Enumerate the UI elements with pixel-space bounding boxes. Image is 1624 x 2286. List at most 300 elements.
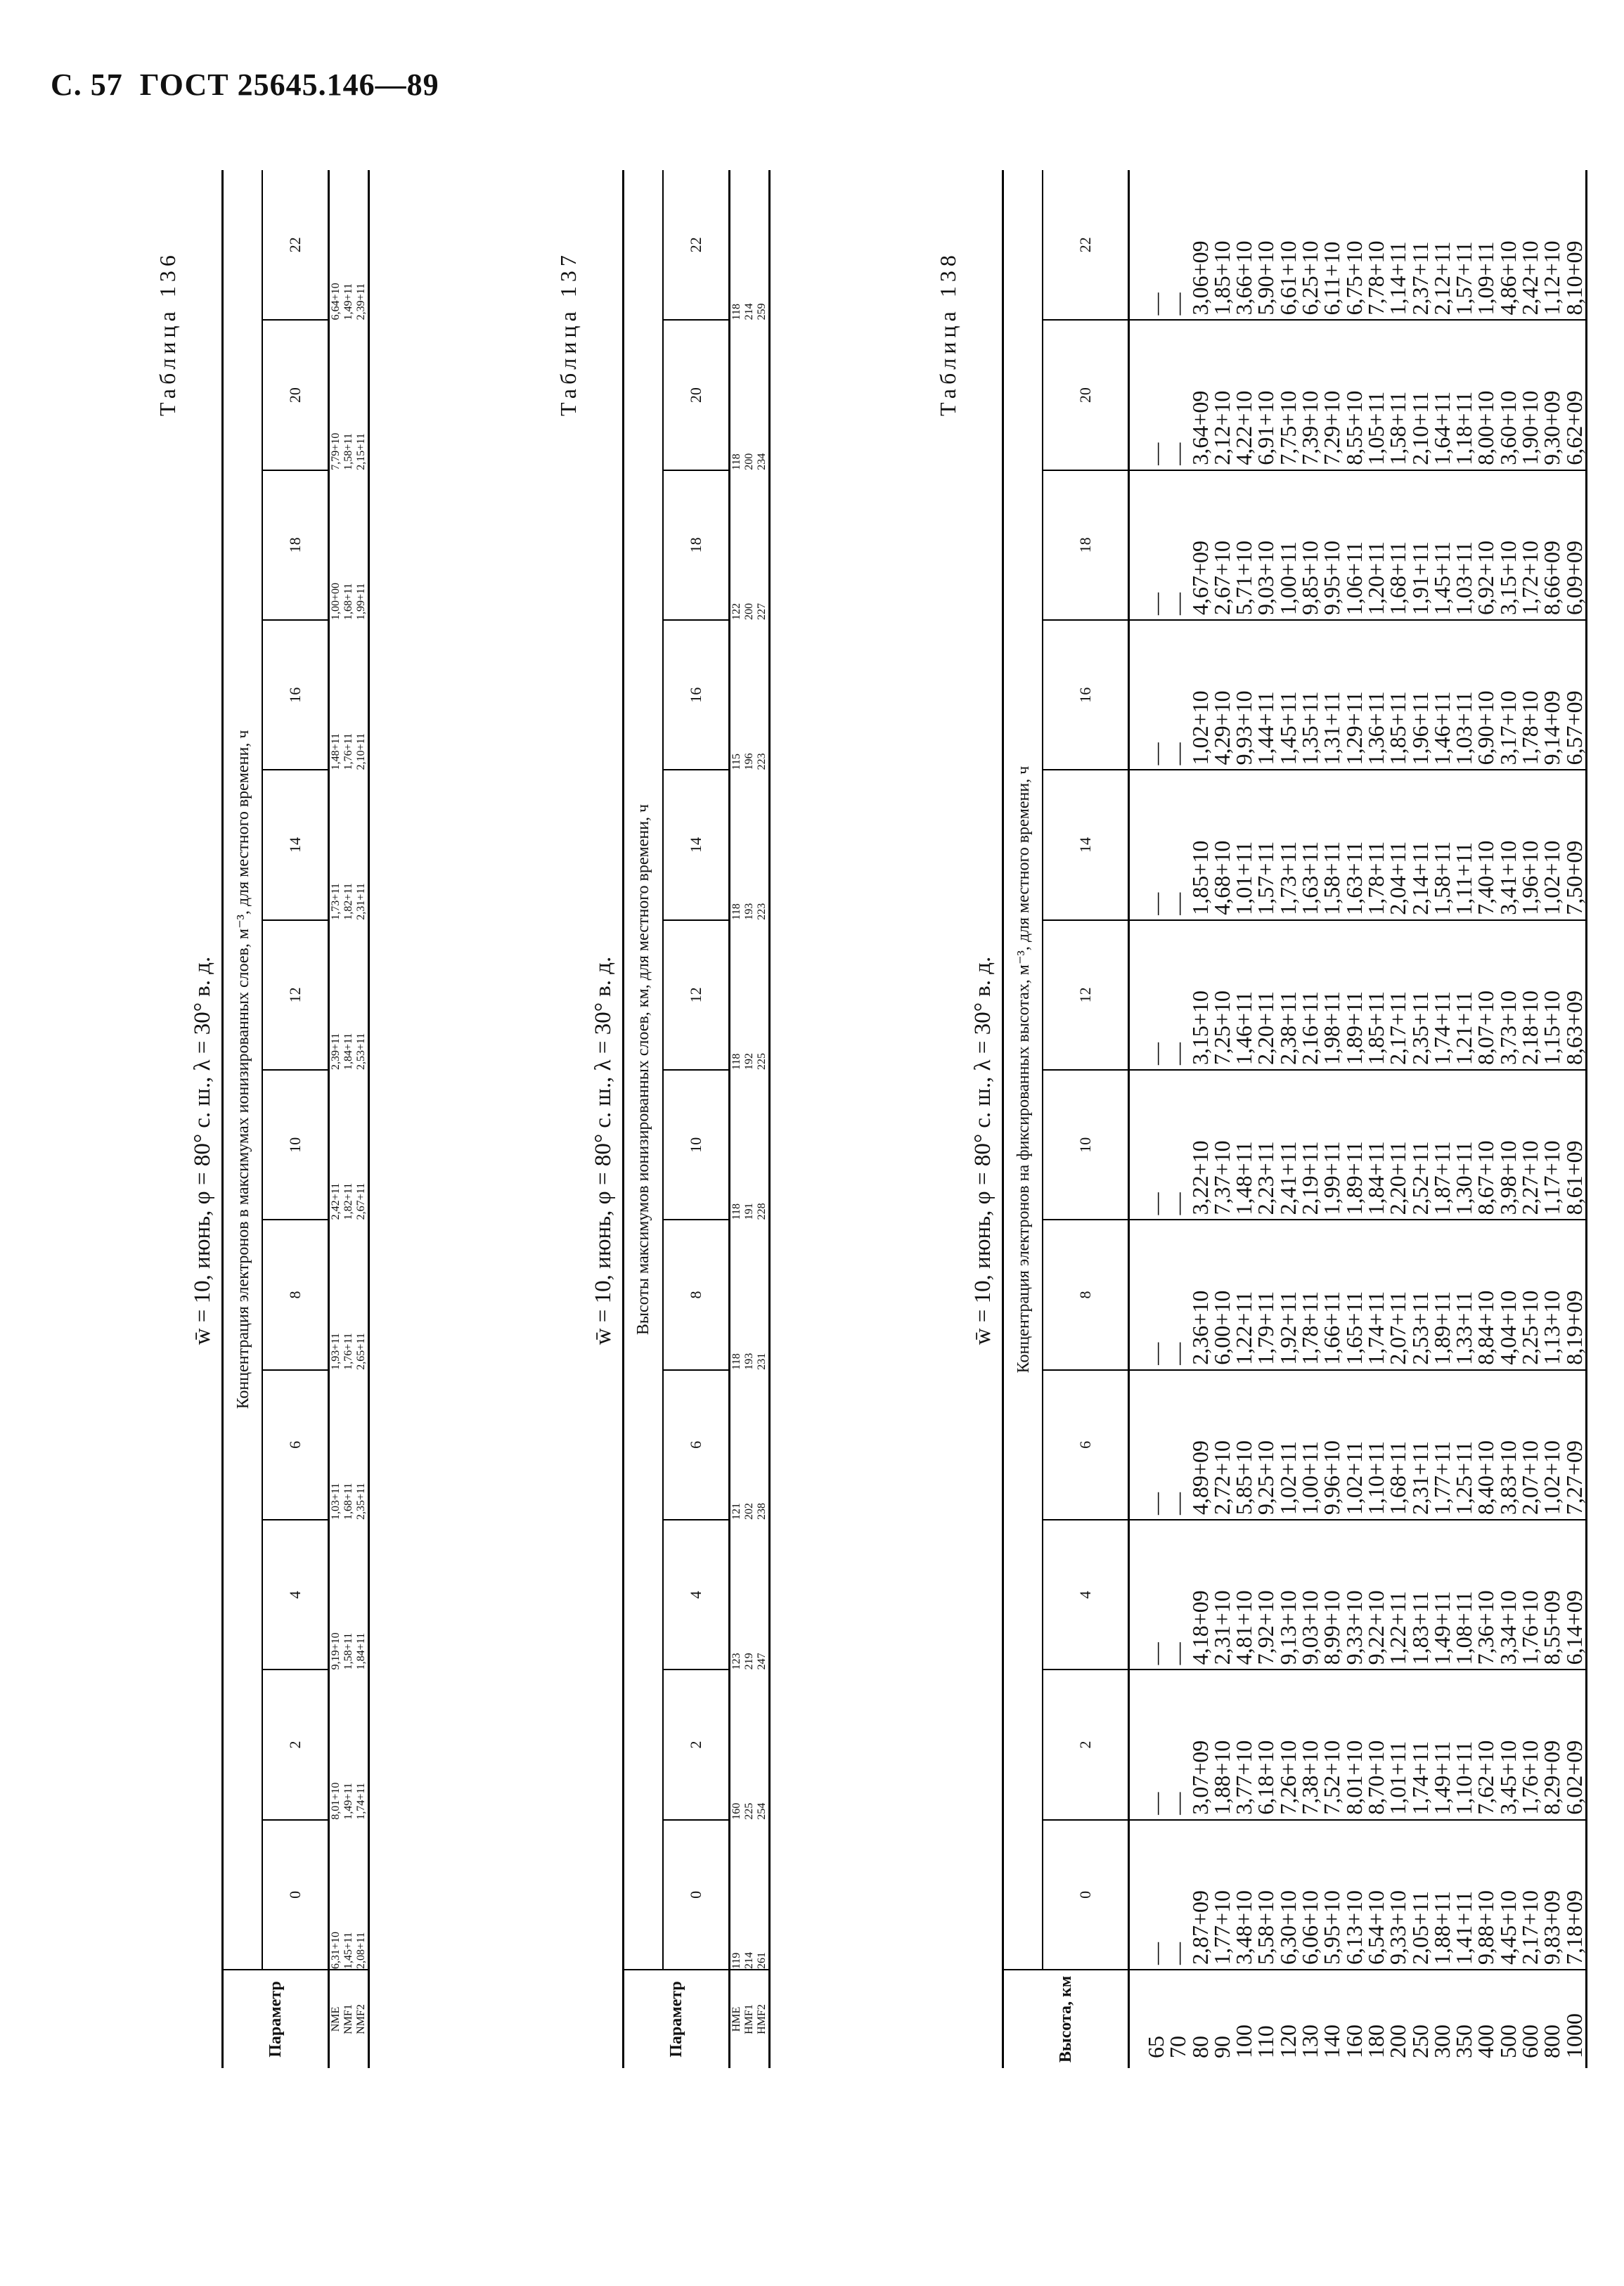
value-cell: 1,57+11 [1253, 841, 1279, 915]
time-col-header: 0 [262, 1820, 329, 1970]
value-cell: 9,85+10 [1297, 541, 1323, 616]
value-cell: 2,39+11 [355, 283, 367, 321]
value-cell: 8,01+10 [330, 1782, 342, 1820]
time-col-header: 4 [663, 1520, 730, 1670]
value-cell: 1,84+11 [342, 1033, 354, 1071]
value-cell: 9,83+09 [1539, 1890, 1565, 1965]
value-cell: 1,85+11 [1385, 691, 1411, 766]
value-cell: 231 [756, 1352, 768, 1370]
time-col-header: 2 [1043, 1670, 1129, 1819]
value-cell: 7,79+10 [330, 432, 342, 470]
value-cell: 196 [743, 753, 755, 770]
value-cell: 4,67+09 [1187, 541, 1213, 616]
value-cell: 6,90+10 [1473, 690, 1499, 766]
value-cell: 1,77+10 [1209, 1890, 1235, 1965]
time-header-row [1043, 170, 1129, 2068]
value-cell: 1,17+10 [1539, 1140, 1565, 1215]
value-cell: — [1165, 593, 1191, 616]
value-cell: 200 [743, 603, 755, 621]
value-cell: 193 [743, 1352, 755, 1370]
value-cell: 5,90+10 [1253, 240, 1279, 316]
value-cell: 1,85+11 [1362, 991, 1388, 1066]
value-cell: 225 [756, 1053, 768, 1071]
table-row [1129, 170, 1587, 2068]
value-cell: — [1165, 1792, 1191, 1815]
value-cell: 2,27+10 [1517, 1140, 1543, 1215]
value-cell: 2,42+10 [1517, 240, 1543, 316]
value-cell: 2,15+11 [355, 433, 367, 470]
value-cell: 1,82+11 [342, 883, 354, 920]
time-col-header: 18 [1043, 470, 1129, 620]
value-cell: 6,61+10 [1275, 240, 1301, 316]
value-cell: 1,58+11 [1385, 391, 1411, 465]
value-cell: 1,58+11 [342, 433, 354, 470]
value-cell: — [1143, 1342, 1168, 1365]
value-cell: — [1143, 1792, 1168, 1815]
value-cell: 6,11+10 [1319, 241, 1345, 316]
value-cell: 1,65+11 [1341, 1291, 1367, 1365]
value-cell: 2,41+11 [1275, 1141, 1301, 1215]
value-cell: 225 [743, 1802, 755, 1820]
value-cell: 1,22+11 [1385, 1591, 1411, 1665]
value-cell: 1,12+10 [1539, 240, 1565, 316]
value-cell: 228 [756, 1203, 768, 1220]
value-cell: 8,63+09 [1561, 990, 1587, 1066]
time-col-header: 20 [262, 320, 329, 470]
param-label: HMF1 [743, 1970, 756, 2068]
value-cell: 8,66+09 [1539, 541, 1565, 616]
value-cell: 191 [743, 1203, 755, 1220]
value-cell: 4,29+10 [1209, 690, 1235, 766]
group-header: Концентрация электронов на фиксированных высотах, м⁻³, для местного времени, ч [1003, 170, 1043, 1970]
value-cell: 214 [743, 303, 755, 321]
value-cell: 261 [756, 1952, 768, 1969]
table-136-caption: Таблица 136 [155, 251, 180, 416]
value-cell: 1,79+11 [1253, 1291, 1279, 1365]
value-column [1129, 470, 1587, 620]
time-col-header: 22 [663, 170, 730, 320]
value-cell: 1,90+10 [1517, 390, 1543, 465]
value-cell: 3,17+10 [1495, 690, 1521, 766]
table-row [342, 170, 355, 2068]
time-col-header: 18 [262, 470, 329, 620]
value-cell: — [1165, 1342, 1191, 1365]
value-cell: — [1143, 1192, 1168, 1215]
value-cell: 1,13+10 [1539, 1290, 1565, 1365]
value-cell: 6,91+10 [1253, 390, 1279, 465]
value-column [1129, 620, 1587, 770]
height-value: 200 [1385, 2025, 1411, 2058]
value-cell: 2,87+09 [1187, 1890, 1213, 1965]
value-cell: 1,76+11 [342, 732, 354, 770]
value-cell: 192 [743, 1053, 755, 1071]
value-cell: 1,14+11 [1385, 241, 1411, 316]
value-cell: 9,13+10 [1275, 1590, 1301, 1665]
time-col-header: 12 [262, 920, 329, 1070]
value-cell: 4,81+10 [1231, 1590, 1257, 1665]
value-cell: 1,02+10 [1187, 690, 1213, 766]
value-cell: 1,01+11 [1385, 1741, 1411, 1815]
value-cell: 118 [730, 1053, 742, 1071]
value-cell: 1,48+11 [1231, 1141, 1257, 1215]
value-cell: 4,45+10 [1495, 1890, 1521, 1965]
value-cell: 1,35+11 [1297, 691, 1323, 766]
page-number: С. 57 [51, 67, 123, 102]
value-cell: 1,96+10 [1517, 840, 1543, 915]
value-cell: 121 [730, 1503, 742, 1520]
value-cell: 1,98+11 [1319, 991, 1345, 1066]
time-header-row [663, 170, 730, 2068]
value-cell: 1,57+11 [1451, 241, 1477, 316]
value-cell: 227 [756, 603, 768, 621]
value-cell: 1,45+11 [1429, 541, 1455, 616]
value-cell: 6,06+10 [1297, 1890, 1323, 1965]
value-cell: 1,10+11 [1362, 1441, 1388, 1516]
value-cell: — [1165, 442, 1191, 465]
value-cell: 223 [756, 903, 768, 920]
value-cell: 8,99+10 [1319, 1590, 1345, 1665]
height-value: 600 [1517, 2025, 1543, 2058]
value-cell: 5,95+10 [1319, 1890, 1345, 1965]
value-cell: 2,65+11 [355, 1333, 367, 1370]
height-value: 120 [1275, 2025, 1301, 2058]
value-cell: 2,38+11 [1275, 991, 1301, 1066]
value-cell: 200 [743, 453, 755, 470]
value-cell: 3,06+09 [1187, 240, 1213, 316]
height-value: 110 [1253, 2025, 1279, 2058]
param-label: NMF1 [342, 1970, 355, 2068]
time-col-header: 0 [663, 1820, 730, 1970]
value-cell: 6,30+10 [1275, 1890, 1301, 1965]
value-cell: 8,55+10 [1341, 390, 1367, 465]
value-cell: 1,85+10 [1187, 840, 1213, 915]
value-cell: — [1165, 1042, 1191, 1066]
value-cell: 1,92+11 [1275, 1291, 1301, 1365]
value-cell: 1,49+11 [342, 283, 354, 321]
value-cell: 3,73+10 [1495, 990, 1521, 1066]
value-cell: 1,31+11 [1319, 691, 1345, 766]
value-cell: 1,99+11 [355, 583, 367, 621]
value-cell: 3,77+10 [1231, 1740, 1257, 1815]
value-cell: — [1143, 892, 1168, 915]
time-col-header: 22 [262, 170, 329, 320]
value-cell: 1,21+11 [1451, 991, 1477, 1066]
value-cell: 1,76+10 [1517, 1590, 1543, 1665]
value-cell: 1,72+10 [1517, 541, 1543, 616]
value-cell: 6,57+09 [1561, 690, 1587, 766]
value-column [1129, 770, 1587, 919]
value-column [1129, 170, 1587, 320]
value-cell: 1,49+11 [342, 1783, 354, 1820]
value-cell: 1,46+11 [1429, 691, 1455, 766]
value-cell: 1,74+11 [1407, 1741, 1433, 1815]
value-cell: — [1165, 292, 1191, 316]
value-cell: 3,22+10 [1187, 1140, 1213, 1215]
param-label: NME [329, 1970, 343, 2068]
table-row [329, 170, 343, 2068]
value-cell: 8,55+09 [1539, 1590, 1565, 1665]
value-cell: 9,95+10 [1319, 541, 1345, 616]
time-col-header: 2 [262, 1670, 329, 1819]
value-cell: 8,61+09 [1561, 1140, 1587, 1215]
value-cell: 9,03+10 [1297, 1590, 1323, 1665]
height-value: 500 [1495, 2025, 1521, 2058]
value-cell: 7,75+10 [1275, 390, 1301, 465]
page-header [51, 67, 439, 103]
time-col-header: 18 [663, 470, 730, 620]
value-cell: 1,49+11 [1429, 1591, 1455, 1665]
value-cell: — [1143, 1642, 1168, 1665]
height-value: 250 [1407, 2025, 1433, 2058]
value-cell: 9,25+10 [1253, 1440, 1279, 1516]
value-cell: 1,09+11 [1473, 241, 1499, 316]
table-137-caption: Таблица 137 [555, 251, 581, 416]
value-cell: 118 [730, 303, 742, 321]
value-cell: 2,19+11 [1297, 1141, 1323, 1215]
value-cell: 1,68+11 [1385, 1441, 1411, 1516]
value-cell: 6,62+09 [1561, 390, 1587, 465]
param-label: NMF2 [355, 1970, 369, 2068]
value-cell: 1,78+11 [1362, 841, 1388, 915]
value-cell: 9,30+09 [1539, 390, 1565, 465]
value-cell: 2,14+11 [1407, 841, 1433, 915]
time-col-header: 14 [663, 770, 730, 919]
value-cell: 1,68+11 [342, 1483, 354, 1520]
value-cell: 9,22+10 [1362, 1590, 1388, 1665]
value-cell: 7,78+10 [1362, 240, 1388, 316]
param-label: HME [730, 1970, 744, 2068]
value-cell: — [1143, 1492, 1168, 1516]
value-cell: — [1143, 442, 1168, 465]
value-cell: 7,36+10 [1473, 1590, 1499, 1665]
value-cell: 8,07+10 [1473, 990, 1499, 1066]
value-cell: 9,96+10 [1319, 1440, 1345, 1516]
value-cell: 1,58+11 [1319, 841, 1345, 915]
time-col-header: 16 [1043, 620, 1129, 770]
time-col-header: 8 [663, 1220, 730, 1369]
value-cell: 2,23+11 [1253, 1141, 1279, 1215]
value-cell: 118 [730, 453, 742, 470]
value-cell: — [1143, 742, 1168, 766]
standard-number: ГОСТ 25645.146—89 [139, 67, 439, 102]
value-column [1129, 1220, 1587, 1369]
value-cell: 1,02+11 [1275, 1441, 1301, 1516]
value-cell: 2,39+11 [330, 1033, 342, 1071]
value-cell: 3,34+10 [1495, 1590, 1521, 1665]
table-138-caption: Таблица 138 [935, 251, 960, 416]
height-value: 80 [1187, 2036, 1213, 2058]
value-cell: 6,64+10 [330, 283, 342, 321]
value-cell: 1,00+00 [330, 583, 342, 621]
value-cell: 2,04+11 [1385, 841, 1411, 915]
time-col-header: 8 [262, 1220, 329, 1369]
value-cell: 2,20+11 [1385, 1141, 1411, 1215]
time-col-header: 20 [663, 320, 730, 470]
value-cell: 2,10+11 [355, 732, 367, 770]
value-cell: 2,31+10 [1209, 1590, 1235, 1665]
value-cell: 254 [756, 1802, 768, 1820]
value-cell: 6,09+09 [1561, 541, 1587, 616]
value-cell: 1,33+11 [1451, 1291, 1477, 1365]
value-cell: 1,85+10 [1209, 240, 1235, 316]
height-column [1129, 1970, 1587, 2068]
value-cell: 1,49+11 [1429, 1741, 1455, 1815]
value-cell: — [1143, 292, 1168, 316]
time-col-header: 10 [262, 1070, 329, 1220]
value-cell: 1,18+11 [1451, 391, 1477, 465]
height-value: 130 [1297, 2025, 1323, 2058]
value-cell: 1,45+11 [1275, 691, 1301, 766]
value-cell: 7,39+10 [1297, 390, 1323, 465]
value-cell: 1,89+11 [1341, 1141, 1367, 1215]
value-cell: 1,58+11 [1429, 841, 1455, 915]
value-cell: 2,17+11 [1385, 991, 1411, 1066]
value-cell: 3,83+10 [1495, 1440, 1521, 1516]
value-cell: 5,58+10 [1253, 1890, 1279, 1965]
height-value: 100 [1231, 2025, 1257, 2058]
height-value: 350 [1451, 2025, 1477, 2058]
time-col-header: 16 [262, 620, 329, 770]
value-cell: 2,07+11 [1385, 1291, 1411, 1365]
value-cell: 9,14+09 [1539, 690, 1565, 766]
param-label: HMF2 [756, 1970, 770, 2068]
value-cell: 2,31+11 [355, 883, 367, 920]
table-137-title: w̄ = 10, июнь, φ = 80° с. ш., λ = 30° в. д. [591, 956, 616, 1345]
value-cell: 6,25+10 [1297, 240, 1323, 316]
time-col-header: 20 [1043, 320, 1129, 470]
time-col-header: 4 [1043, 1520, 1129, 1670]
value-cell: 7,62+10 [1473, 1740, 1499, 1815]
value-cell: — [1143, 1942, 1168, 1965]
value-cell: 1,02+11 [1341, 1441, 1367, 1516]
value-cell: 2,07+10 [1517, 1440, 1543, 1516]
value-cell: 6,18+10 [1253, 1740, 1279, 1815]
time-col-header: 12 [663, 920, 730, 1070]
table-row [756, 170, 770, 2068]
value-cell: 1,63+11 [1297, 841, 1323, 915]
value-cell: 7,18+09 [1561, 1890, 1587, 1965]
value-cell: 8,01+10 [1341, 1740, 1367, 1815]
value-cell: 3,15+10 [1187, 990, 1213, 1066]
value-cell: 123 [730, 1653, 742, 1670]
value-cell: 7,29+10 [1319, 390, 1345, 465]
time-col-header: 22 [1043, 170, 1129, 320]
time-col-header: 6 [663, 1370, 730, 1520]
value-cell: 1,87+11 [1429, 1141, 1455, 1215]
value-cell: 1,84+11 [1362, 1141, 1388, 1215]
value-cell: 1,11+11 [1451, 842, 1477, 915]
value-cell: 1,78+11 [1297, 1291, 1323, 1365]
value-cell: 219 [743, 1653, 755, 1670]
value-cell: 3,98+10 [1495, 1140, 1521, 1215]
value-cell: 2,67+11 [355, 1182, 367, 1220]
value-column [1129, 320, 1587, 470]
value-cell: 2,52+11 [1407, 1141, 1433, 1215]
value-cell: 8,29+09 [1539, 1740, 1565, 1815]
value-cell: — [1143, 1042, 1168, 1066]
time-col-header: 8 [1043, 1220, 1129, 1369]
value-cell: 2,35+11 [355, 1483, 367, 1520]
value-cell: — [1165, 1192, 1191, 1215]
value-cell: 8,10+09 [1561, 240, 1587, 316]
value-cell: 4,22+10 [1231, 390, 1257, 465]
value-cell: 223 [756, 753, 768, 770]
value-cell: — [1165, 742, 1191, 766]
value-cell: 5,85+10 [1231, 1440, 1257, 1516]
value-cell: 1,20+11 [1362, 541, 1388, 616]
time-col-header: 2 [663, 1670, 730, 1819]
value-cell: 9,88+10 [1473, 1890, 1499, 1965]
time-col-header: 10 [1043, 1070, 1129, 1220]
table-137 [622, 170, 771, 2068]
value-cell: 1,77+11 [1429, 1441, 1455, 1516]
value-cell: 3,41+10 [1495, 840, 1521, 915]
value-cell: 8,70+10 [1362, 1740, 1388, 1815]
value-cell: 259 [756, 303, 768, 321]
value-cell: 4,04+10 [1495, 1290, 1521, 1365]
time-header-row [262, 170, 329, 2068]
value-column [1129, 1370, 1587, 1520]
value-cell: 1,08+11 [1451, 1591, 1477, 1665]
table-138-title: w̄ = 10, июнь, φ = 80° с. ш., λ = 30° в. д. [970, 956, 995, 1345]
value-cell: 8,40+10 [1473, 1440, 1499, 1516]
value-cell: 2,17+10 [1517, 1890, 1543, 1965]
value-cell: 1,89+11 [1429, 1291, 1455, 1365]
value-cell: 1,74+11 [1362, 1291, 1388, 1365]
value-cell: 2,42+11 [330, 1182, 342, 1220]
value-cell: 3,07+09 [1187, 1740, 1213, 1815]
value-cell: 2,67+10 [1209, 541, 1235, 616]
value-cell: 6,31+10 [330, 1931, 342, 1969]
value-cell: 1,05+11 [1362, 391, 1388, 465]
value-cell: 214 [743, 1952, 755, 1969]
value-cell: 1,03+11 [1451, 691, 1477, 766]
value-cell: 7,37+10 [1209, 1140, 1235, 1215]
value-cell: 2,36+10 [1187, 1290, 1213, 1365]
value-cell: 1,91+11 [1407, 541, 1433, 616]
value-cell: 1,25+11 [1451, 1441, 1477, 1516]
value-cell: 1,01+11 [1231, 841, 1257, 915]
value-cell: 1,88+11 [1429, 1891, 1455, 1965]
param-header: Параметр [223, 1970, 329, 2068]
value-cell: 1,66+11 [1319, 1291, 1345, 1365]
value-cell: — [1165, 1942, 1191, 1965]
value-cell: 2,35+11 [1407, 991, 1433, 1066]
value-cell: 7,40+10 [1473, 840, 1499, 915]
value-cell: 6,54+10 [1362, 1890, 1388, 1965]
height-value: 300 [1429, 2025, 1455, 2058]
value-cell: 6,75+10 [1341, 240, 1367, 316]
value-column [1129, 920, 1587, 1070]
time-col-header: 10 [663, 1070, 730, 1220]
value-cell: 2,12+10 [1209, 390, 1235, 465]
value-cell: 9,93+10 [1231, 690, 1257, 766]
value-cell: 8,84+10 [1473, 1290, 1499, 1365]
time-col-header: 14 [1043, 770, 1129, 919]
value-cell: 1,29+11 [1341, 691, 1367, 766]
value-cell: 1,64+11 [1429, 391, 1455, 465]
value-cell: 1,15+10 [1539, 990, 1565, 1066]
value-cell: 1,73+11 [1275, 841, 1301, 915]
value-cell: 1,68+11 [342, 583, 354, 621]
value-cell: 2,16+11 [1297, 991, 1323, 1066]
value-cell: 2,53+11 [1407, 1291, 1433, 1365]
value-cell: 238 [756, 1503, 768, 1520]
value-cell: 1,93+11 [330, 1333, 342, 1370]
value-cell: 1,36+11 [1362, 691, 1388, 766]
time-col-header: 16 [663, 620, 730, 770]
value-cell: — [1165, 1492, 1191, 1516]
